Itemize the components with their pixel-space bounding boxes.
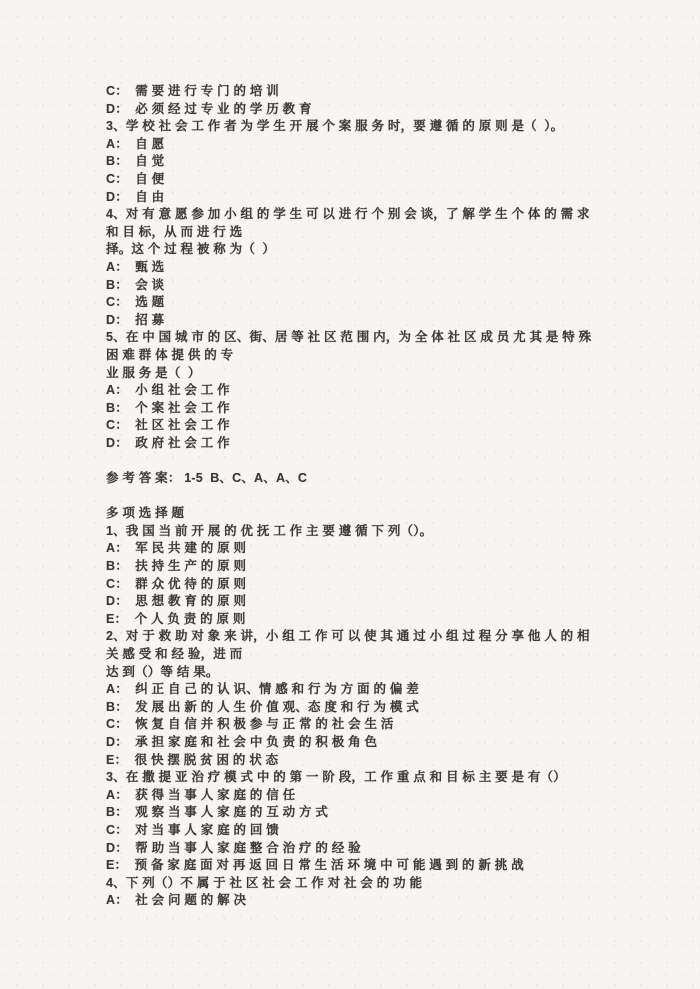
text-line: B： 会 谈 [106,277,165,292]
text-line: B： 扶 持 生 产 的 原 则 [106,559,247,574]
text-line: C： 对 当 事 人 家 庭 的 回 馈 [106,822,279,837]
blank-line [106,452,602,470]
text-line: C： 自 便 [106,171,165,186]
text-line: D： 帮 助 当 事 人 家 庭 整 合 治 疗 的 经 验 [106,840,361,855]
text-line: A： 获 得 当 事 人 家 庭 的 信 任 [106,787,296,802]
text-line: A： 社 会 问 题 的 解 决 [106,893,247,908]
text-line: 择。这 个 过 程 被 称 为（ ） [106,242,276,257]
text-line: C： 需 要 进 行 专 门 的 培 训 [106,84,279,98]
text-line: 达 到（）等 结 果。 [106,664,219,679]
text-line: D： 承 担 家 庭 和 社 会 中 负 责 的 积 极 角 色 [106,734,378,749]
text-line: 参 考 答 案： 1-5 B、C、A、A、C [106,471,308,486]
text-line: D： 必 须 经 过 专 业 的 学 历 教 育 [106,101,312,116]
text-line: 4、下 列（）不 属 于 社 区 社 会 工 作 对 社 会 的 功 能 [106,875,423,890]
document-text-block [106,83,602,910]
text-line: A： 纠 正 自 己 的 认 识、情 感 和 行 为 方 面 的 偏 差 [106,682,419,697]
text-line: A： 小 组 社 会 工 作 [106,383,230,398]
text-line: B： 观 察 当 事 人 家 庭 的 互 动 方 式 [106,805,329,820]
text-line: C： 选 题 [106,295,165,310]
text-line: E： 个 人 负 责 的 原 则 [106,611,246,626]
text-line: D： 招 募 [106,312,165,327]
text-line: A： 自 愿 [106,136,165,151]
text-line: A： 军 民 共 建 的 原 则 [106,541,247,556]
text-line: B： 自 觉 [106,154,165,169]
text-line: 4、对 有 意 愿 参 加 小 组 的 学 生 可 以 进 行 个 别 会 谈，了 解 学 生 个 体 的 需 求 和 目 标，从 而 进 行 选 [106,207,594,239]
text-line: C： 恢 复 自 信 并 积 极 参 与 正 常 的 社 会 生 活 [106,717,394,732]
text-line: 多 项 选 择 题 [106,506,185,521]
text-line: 业 服 务 是（ ） [106,365,201,380]
text-line: E： 很 快 摆 脱 贫 困 的 状 态 [106,752,279,767]
text-line: B： 发 展 出 新 的 人 生 价 值 观、态 度 和 行 为 模 式 [106,699,419,714]
text-line: B： 个 案 社 会 工 作 [106,400,230,415]
text-line: 3、在 撒 提 亚 治 疗 模 式 中 的 第 一 阶 段，工 作 重 点 和 目 标 主 要 是 有（） [106,770,566,785]
text-line: A： 甄 选 [106,259,165,274]
text-line: 2、对 于 救 助 对 象 来 讲，小 组 工 作 可 以 使 其 通 过 小 组 过 程 分 享 他 人 的 相 关 感 受 和 经 验，进 而 [106,629,594,661]
text-line: D： 政 府 社 会 工 作 [106,435,230,450]
text-line: E： 预 备 家 庭 面 对 再 返 回 日 常 生 活 环 境 中 可 能 遇 到 的 新 挑 战 [106,858,524,873]
text-line: D： 思 想 教 育 的 原 则 [106,594,247,609]
text-line: D： 自 由 [106,189,165,204]
text-line: C： 群 众 优 待 的 原 则 [106,576,247,591]
text-line: 1、我 国 当 前 开 展 的 优 抚 工 作 主 要 遵 循 下 列（）。 [106,523,433,538]
blank-line [106,488,602,506]
text-line: 5、在 中 国 城 市 的 区、街、居 等 社 区 范 围 内，为 全 体 社 区 成 员 尤 其 是 特 殊 困 难 群 体 提 供 的 专 [106,330,596,362]
text-line: C： 社 区 社 会 工 作 [106,418,230,433]
text-line: 3、学 校 社 会 工 作 者 为 学 生 开 展 个 案 服 务 时，要 遵 循 的 原 则 是（ ）。 [106,119,564,134]
